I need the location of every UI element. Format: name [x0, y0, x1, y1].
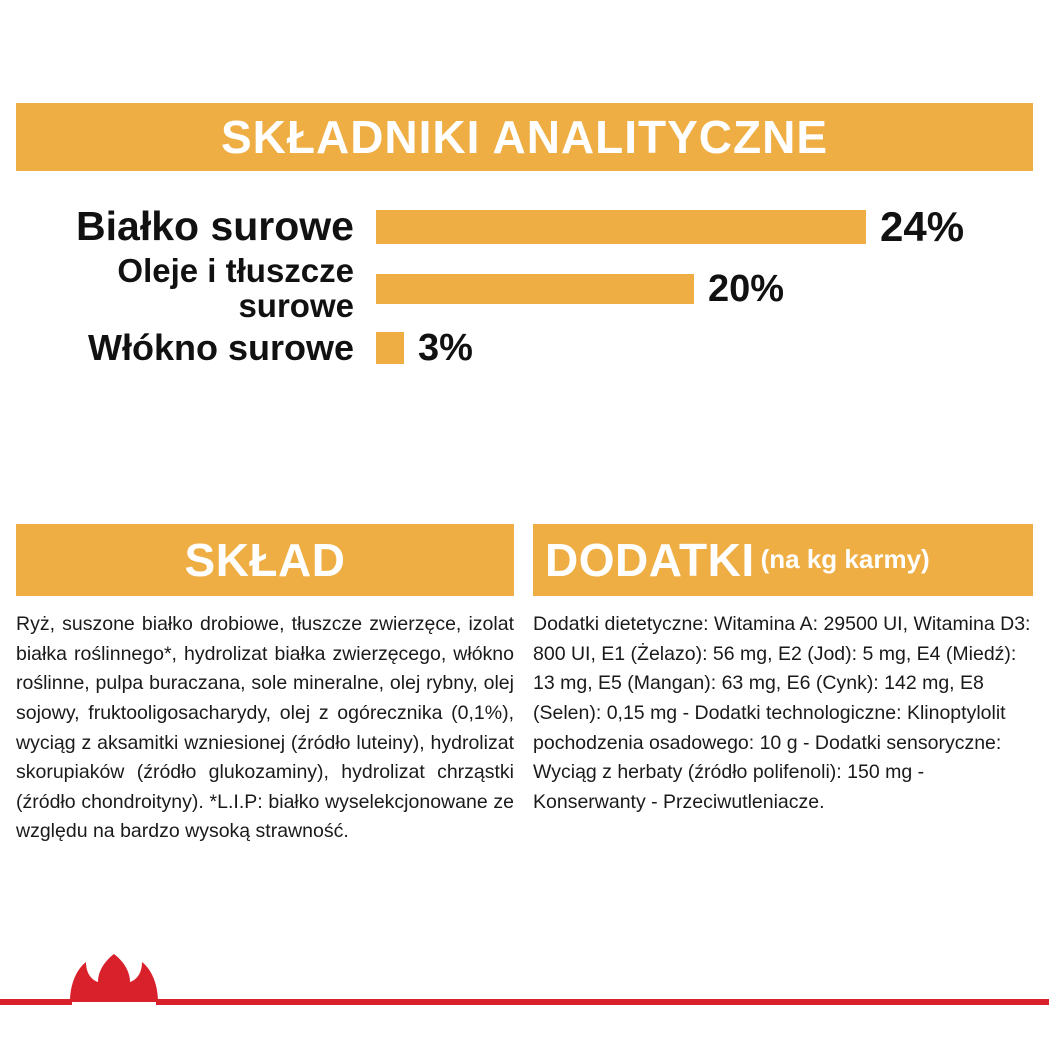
composition-text: Ryż, suszone białko drobiowe, tłuszcze zwierzęce, izolat białka roślinnego*, hydrolizat białka zwierzęcego, włókno roślinne, pulpa buraczana, sole mineralne, olej rybny, olej sojowy, fruktooligosacharydy, olej z ogórecznika (0,1%), wyciąg z aksamitki wzniesionej (źródło luteiny), hydrolizat skorupiaków (źródło glukozaminy), hydrolizat chrząstki (źródło chondroityny). *L.I.P: białko wyselekcjonowane ze względu na bardzo wysoką strawność. — [16, 613, 514, 843]
chart-row-label: Włókno surowe — [87, 327, 354, 369]
composition-section — [16, 524, 514, 847]
composition-title: SKŁAD — [184, 534, 346, 586]
chart-row-bar — [376, 210, 866, 244]
analytical-constituents-chart — [16, 202, 1033, 373]
analytical-constituents-title: SKŁADNIKI ANALITYCZNE — [220, 111, 829, 163]
additives-subtitle: (na kg karmy) — [760, 544, 930, 574]
additives-title: DODATKI — [545, 534, 755, 586]
additives-text: Dodatki dietetyczne: Witamina A: 29500 UI, Witamina D3: 800 UI, E1 (Żelazo): 56 mg, E2 (Jod): 5 mg, E4 (Miedź): 13 mg, E5 (Mangan): 63 mg, E6 (Cynk): 142 mg, E8 (Selen): 0,15 mg - Dodatki technologiczne: Klinoptylolit pochodzenia osadowego: 10 g - Dodatki sensoryczne: Wyciąg z herbaty (źródło polifenoli): 150 mg - Konserwanty - Przeciwutleniacze. — [533, 613, 1031, 813]
chart-row — [16, 254, 1033, 323]
analytical-constituents-header — [16, 103, 1033, 171]
composition-header — [16, 524, 514, 596]
chart-row-bar — [376, 274, 694, 304]
chart-row-value: 20% — [708, 267, 785, 310]
chart-row-label: Oleje i tłuszcze surowe — [117, 252, 354, 324]
chart-row-value: 24% — [880, 202, 965, 250]
royal-canin-crown-icon — [66, 952, 162, 1008]
chart-row-bar — [376, 332, 404, 364]
additives-section — [533, 524, 1033, 817]
chart-row — [16, 202, 1033, 250]
chart-row — [16, 327, 1033, 370]
additives-header — [533, 524, 1033, 596]
chart-row-label: Białko surowe — [76, 203, 354, 249]
chart-row-value: 3% — [418, 327, 473, 370]
